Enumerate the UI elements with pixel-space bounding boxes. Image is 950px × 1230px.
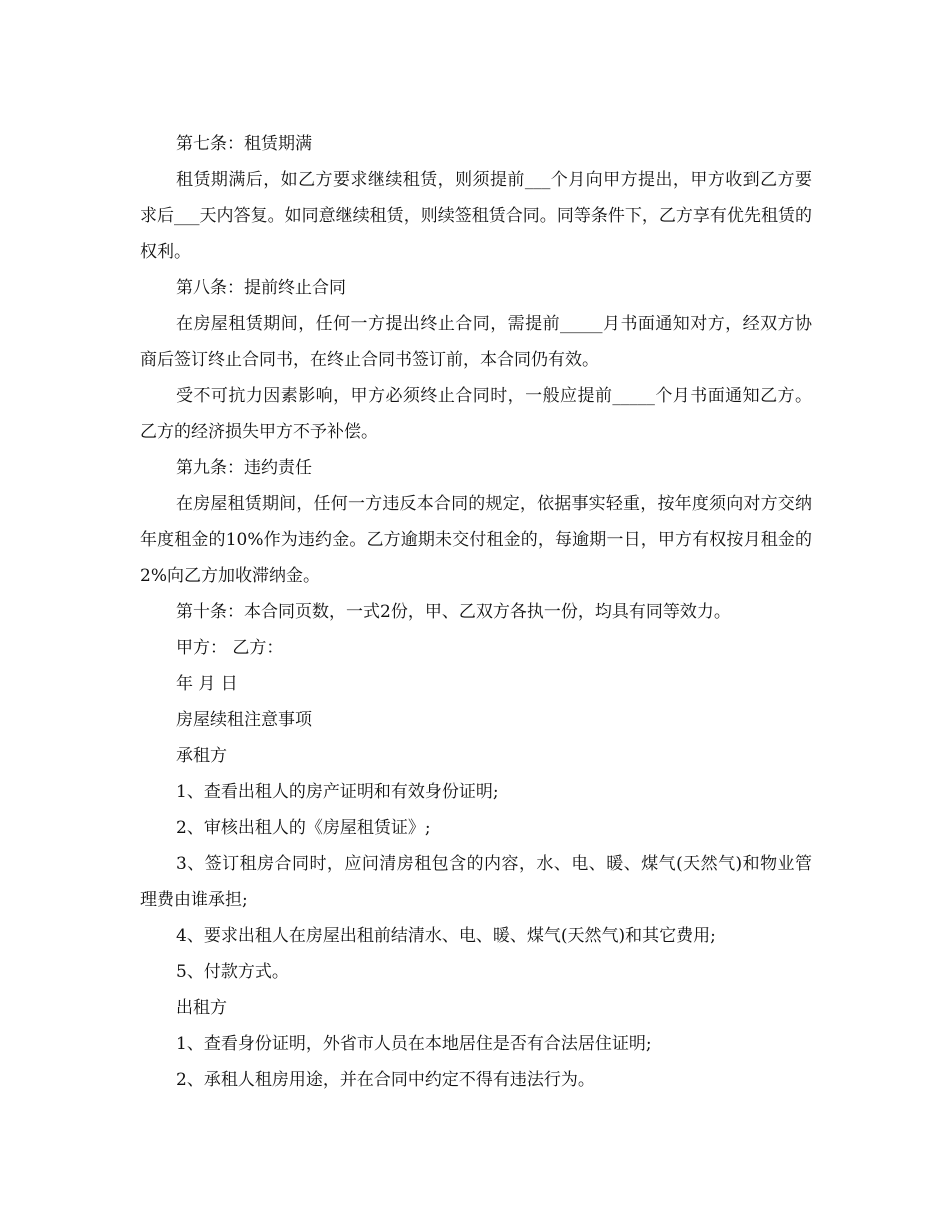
tenant-item-1: 1、查看出租人的房产证明和有效身份证明; — [176, 782, 499, 802]
document-body — [140, 126, 812, 1098]
clause-9-text: 在房屋租赁期间，任何一方违反本合同的规定，依据事实轻重，按年度须向对方交纳年度租金的10%作为违约金。乙方逾期未交付租金的，每逾期一日，甲方有权按月租金的2%向乙方加收滞纳金。 — [140, 494, 812, 586]
clause-10-text: 第十条：本合同页数，一式2份，甲、乙双方各执一份，均具有同等效力。 — [176, 602, 731, 622]
signature-parties: 甲方： 乙方： — [176, 638, 284, 658]
signature-date: 年 月 日 — [176, 674, 238, 694]
tenant-item-3: 3、签订租房合同时，应问清房租包含的内容，水、电、暖、煤气(天然气)和物业管理费由谁承担; — [140, 854, 812, 910]
tenant-item-4: 4、要求出租人在房屋出租前结清水、电、暖、煤气(天然气)和其它费用; — [176, 926, 716, 946]
clause-7-heading: 第七条：租赁期满 — [176, 134, 312, 154]
tenant-item-2: 2、审核出租人的《房屋租赁证》; — [176, 818, 431, 838]
clause-9-heading: 第九条：违约责任 — [176, 458, 312, 478]
landlord-item-1: 1、查看身份证明，外省市人员在本地居住是否有合法居住证明; — [176, 1034, 652, 1054]
notes-title: 房屋续租注意事项 — [176, 710, 312, 730]
tenant-item-5: 5、付款方式。 — [176, 962, 289, 982]
landlord-item-2: 2、承租人租房用途，并在合同中约定不得有违法行为。 — [176, 1070, 595, 1090]
clause-8-text-1: 在房屋租赁期间，任何一方提出终止合同，需提前_____月书面通知对方，经双方协商后签订终止合同书，在终止合同书签订前，本合同仍有效。 — [140, 314, 812, 370]
clause-7-text: 租赁期满后，如乙方要求继续租赁，则须提前___个月向甲方提出，甲方收到乙方要求后___天内答复。如同意继续租赁，则续签租赁合同。同等条件下，乙方享有优先租赁的权利。 — [140, 170, 812, 262]
landlord-heading: 出租方 — [176, 998, 227, 1018]
tenant-heading: 承租方 — [176, 746, 227, 766]
clause-8-text-2: 受不可抗力因素影响，甲方必须终止合同时，一般应提前_____个月书面通知乙方。乙方的经济损失甲方不予补偿。 — [140, 386, 812, 442]
clause-8-heading: 第八条：提前终止合同 — [176, 278, 346, 298]
